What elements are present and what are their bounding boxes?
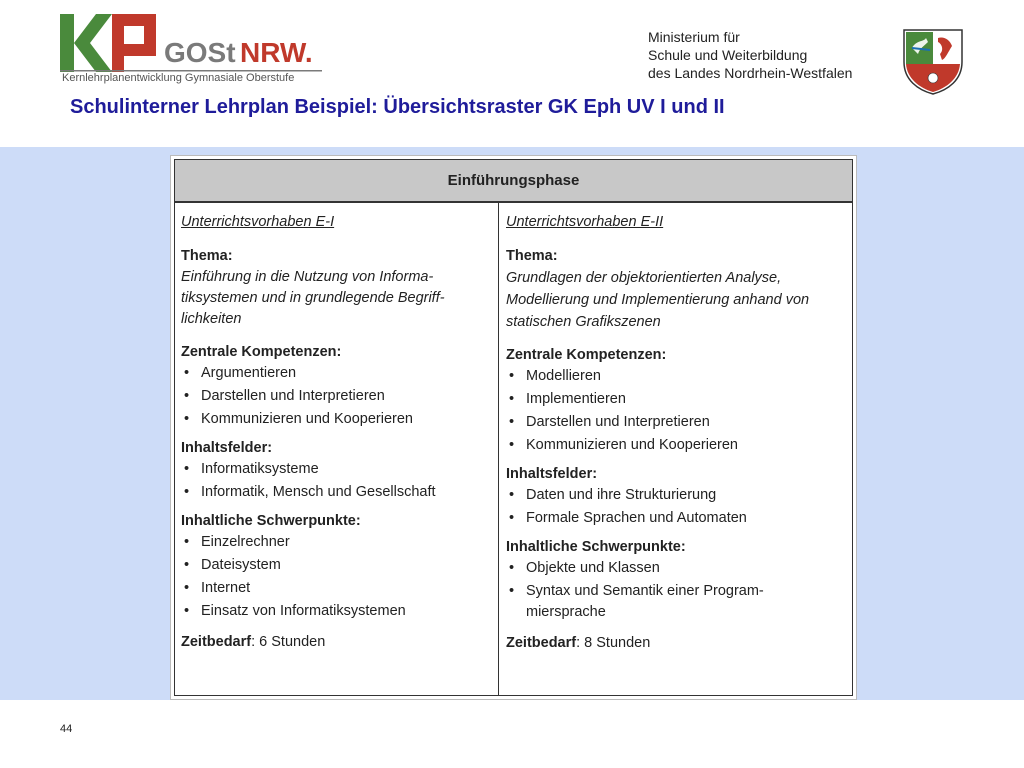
- list-item: • Kommunizieren und Kooperieren: [181, 409, 493, 430]
- document-image: [170, 155, 857, 700]
- schwerpunkte-label: Inhaltliche Schwerpunkte:: [181, 513, 361, 529]
- column-divider: [498, 203, 499, 695]
- logo-nrw-text: NRW.: [240, 37, 313, 68]
- schwerpunkte-list: [506, 558, 846, 623]
- uv-title: Unterrichtsvorhaben E-II: [506, 214, 664, 230]
- list-item: • Daten und ihre Strukturierung: [506, 485, 846, 506]
- table-heading: Einführungsphase: [175, 160, 852, 203]
- logo-gost-text: GOSt: [164, 37, 236, 68]
- uv-title: Unterrichtsvorhaben E-I: [181, 214, 335, 230]
- zeitbedarf: [506, 633, 846, 654]
- slide-title: Schulinterner Lehrplan Beispiel: Übersichtsraster GK Eph UV I und II: [70, 96, 725, 118]
- schwerpunkte-list: [181, 532, 493, 622]
- list-item: • Darstellen und Interpretieren: [181, 386, 493, 407]
- schwerpunkte-label: Inhaltliche Schwerpunkte:: [506, 539, 686, 555]
- ministry-line: Schule und Weiterbildung: [648, 47, 808, 63]
- thema-label: Thema:: [506, 248, 558, 264]
- ministry-name: [648, 28, 852, 82]
- list-item: • Modellieren: [506, 366, 846, 387]
- kompetenzen-list: [181, 363, 493, 430]
- slide-header: [0, 0, 1024, 147]
- column-uv-e1: [181, 203, 493, 695]
- list-item: • Dateisystem: [181, 555, 493, 576]
- list-item: • Einzelrechner: [181, 532, 493, 553]
- inhaltsfelder-label: Inhaltsfelder:: [506, 466, 598, 482]
- list-item: • Einsatz von Informatiksystemen: [181, 601, 493, 622]
- inhaltsfelder-list: [506, 485, 846, 529]
- list-item: • Implementieren: [506, 389, 846, 410]
- kompetenzen-label: Zentrale Kompetenzen:: [506, 347, 667, 363]
- list-item: • Formale Sprachen und Automaten: [506, 508, 846, 529]
- page-number: 44: [60, 723, 73, 735]
- zeitbedarf-label: Zeitbedarf: [181, 634, 252, 650]
- thema-label: Thema:: [181, 248, 233, 264]
- list-item: • Objekte und Klassen: [506, 558, 846, 579]
- list-item: • Argumentieren: [181, 363, 493, 384]
- list-item: • Syntax und Semantik einer Program-miersprache: [506, 581, 806, 623]
- zeitbedarf-value: : 6 Stunden: [251, 634, 326, 650]
- inhaltsfelder-label: Inhaltsfelder:: [181, 440, 273, 456]
- nrw-crest-icon: [902, 28, 964, 96]
- zeitbedarf-value: : 8 Stunden: [576, 635, 651, 651]
- thema-text: Einführung in die Nutzung von Informa-tiksystemen und in grundlegende Begriff-lichkeiten: [181, 269, 445, 327]
- kompetenzen-list: [506, 366, 846, 456]
- inhaltsfelder-list: [181, 459, 493, 503]
- list-item: • Kommunizieren und Kooperieren: [506, 435, 846, 456]
- zeitbedarf: [181, 632, 493, 653]
- overview-table: [174, 159, 853, 696]
- column-uv-e2: [506, 203, 846, 695]
- kompetenzen-label: Zentrale Kompetenzen:: [181, 344, 342, 360]
- ministry-line: Ministerium für: [648, 29, 740, 45]
- ministry-line: des Landes Nordrhein-Westfalen: [648, 65, 853, 81]
- list-item: • Informatiksysteme: [181, 459, 493, 480]
- list-item: • Informatik, Mensch und Gesellschaft: [181, 482, 493, 503]
- list-item: • Internet: [181, 578, 493, 599]
- thema-text: Grundlagen der objektorientierten Analyse, Modellierung und Implementierung anhand von statischen Grafikszenen: [506, 270, 810, 330]
- list-item: • Darstellen und Interpretieren: [506, 412, 846, 433]
- logo-subtitle: Kernlehrplanentwicklung Gymnasiale Oberstufe: [62, 72, 295, 84]
- zeitbedarf-label: Zeitbedarf: [506, 635, 577, 651]
